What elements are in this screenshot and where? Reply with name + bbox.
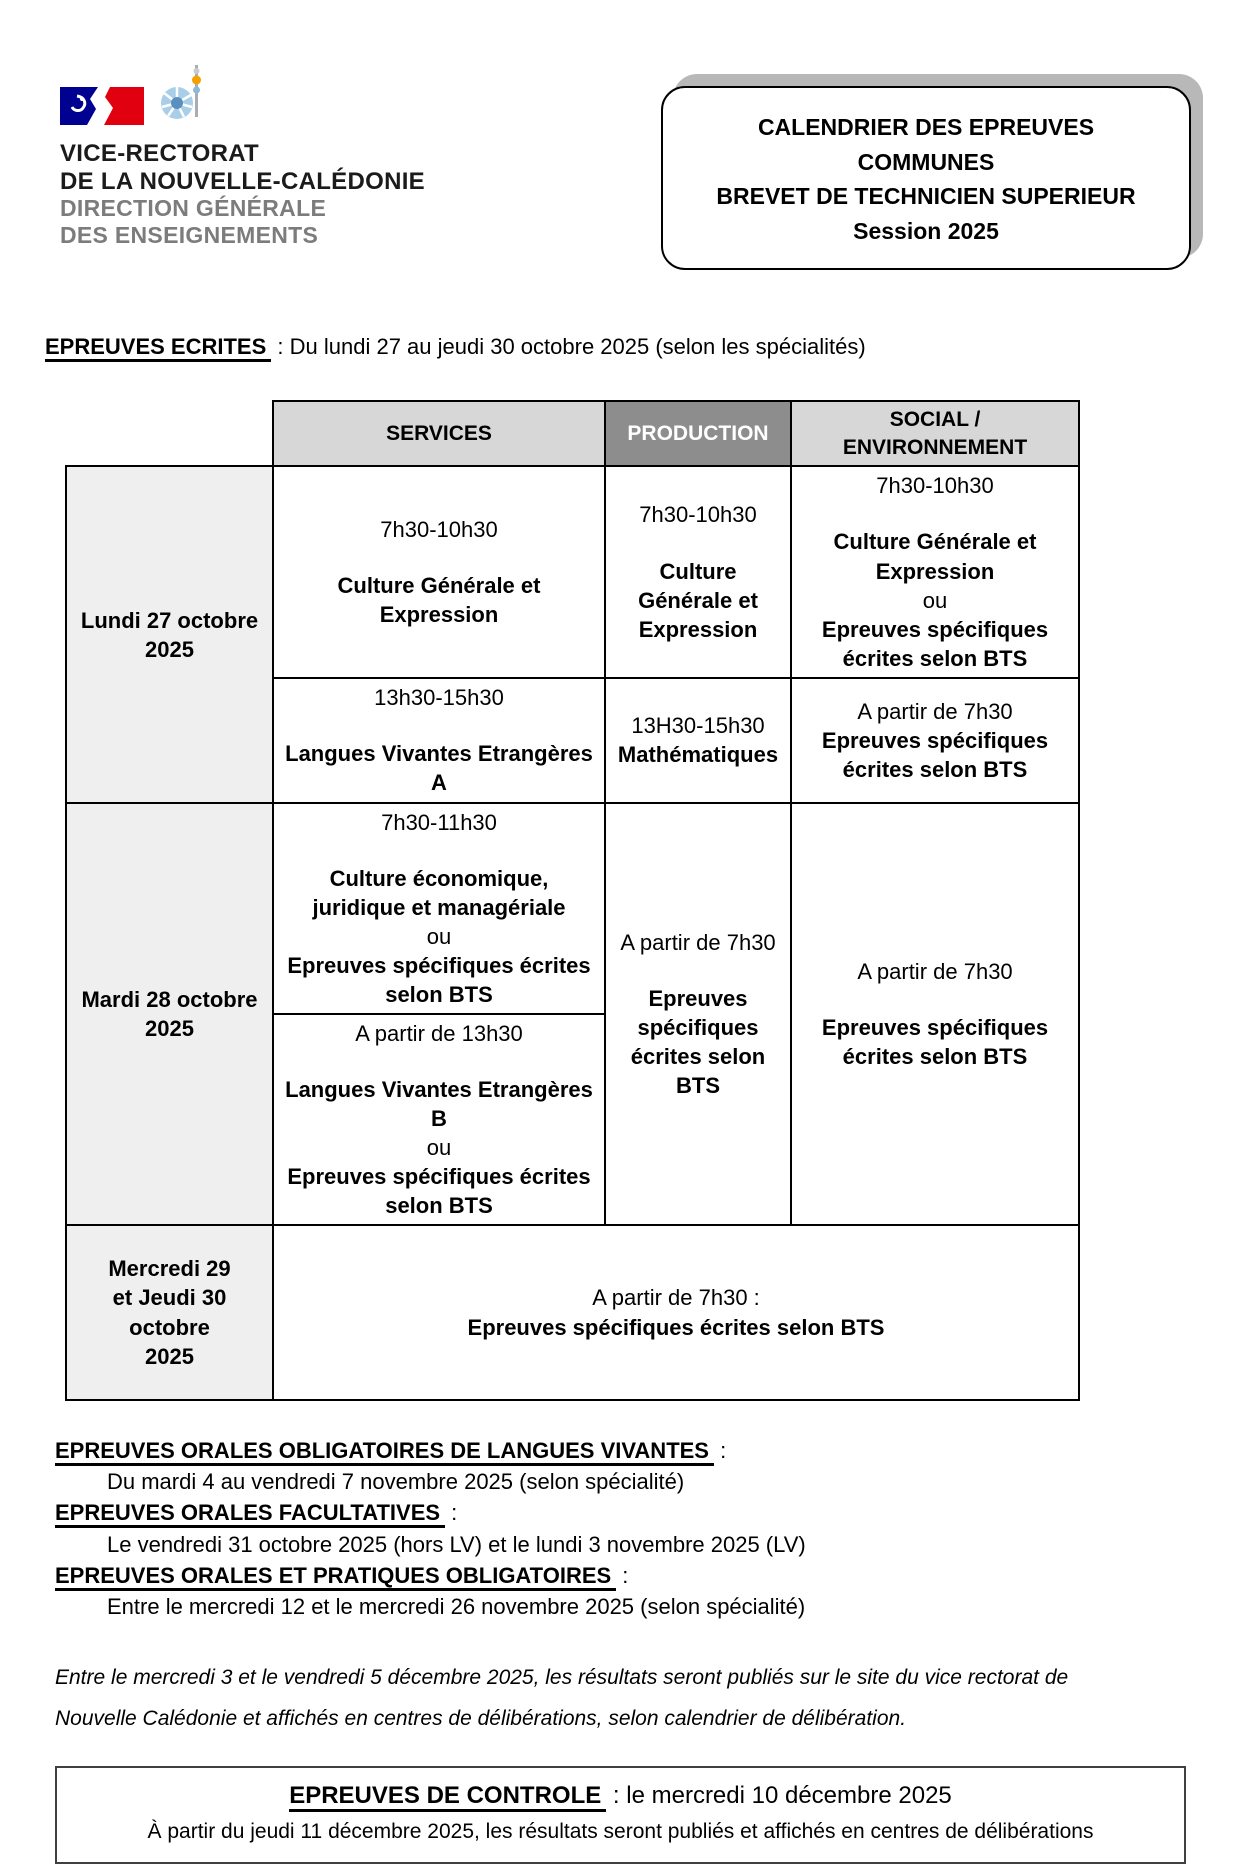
exam-time: A partir de 7h30 : [592, 1285, 760, 1311]
spacer [282, 1048, 596, 1075]
org-name-line1: VICE-RECTORAT [60, 140, 260, 167]
section-detail: Du mardi 4 au vendredi 7 novembre 2025 (selon spécialité) [107, 1469, 685, 1495]
controle-label: EPREUVES DE CONTROLE [289, 1782, 606, 1812]
logo-row [60, 68, 520, 130]
exam-subject: Mathématiques [617, 742, 779, 768]
cell-lundi-social-pm [791, 678, 1079, 803]
section-detail: Le vendredi 31 octobre 2025 (hors LV) et le lundi 3 novembre 2025 (LV) [107, 1531, 806, 1557]
spacer [800, 986, 1070, 1013]
date-line: et Jeudi 30 [112, 1285, 227, 1311]
section-label: EPREUVES ORALES FACULTATIVES [55, 1500, 445, 1528]
title-box [661, 86, 1191, 270]
section-label: EPREUVES ORALES ET PRATIQUES OBLIGATOIRES [55, 1563, 616, 1591]
date-line: octobre [129, 1314, 210, 1340]
cell-lundi-services-pm [273, 678, 605, 803]
ou-separator: ou [426, 1134, 452, 1160]
cell-lundi-social-am [791, 466, 1079, 677]
ou-separator: ou [426, 923, 452, 949]
ecrites-label: EPREUVES ECRITES [45, 334, 271, 362]
exam-time: 13h30-15h30 [374, 685, 504, 711]
spacer [614, 530, 782, 557]
controle-box [55, 1766, 1186, 1864]
exam-subject: Culture Générale et Expression [337, 573, 541, 628]
org-name-line2: DE LA NOUVELLE-CALÉDONIE [60, 167, 425, 195]
exam-subject: Epreuves spécifiques écrites selon BTS [467, 1314, 885, 1340]
exam-subject: Langues Vivantes Etrangères A [285, 741, 593, 796]
exam-time: A partir de 7h30 [857, 698, 1013, 724]
spacer [282, 712, 596, 739]
col-header-production: PRODUCTION [605, 401, 791, 466]
cell-lundi-services-am [273, 466, 605, 677]
brand-block [60, 68, 520, 249]
french-flag-logo-icon [60, 87, 144, 130]
exam-subject: Culture Générale et Expression [833, 529, 1037, 584]
exam-time: A partir de 13h30 [355, 1020, 523, 1046]
date-line: Mercredi 29 [108, 1256, 231, 1282]
date-cell-mardi: Mardi 28 octobre 2025 [66, 803, 273, 1225]
section-heading-facultatives [55, 1497, 1241, 1528]
row-lundi-am [66, 466, 1079, 677]
title-line-3: BREVET DE TECHNICIEN SUPERIEUR [716, 183, 1136, 209]
exam-subject-alt: Epreuves spécifiques écrites selon BTS [287, 952, 591, 1007]
controle-date: : le mercredi 10 décembre 2025 [612, 1782, 952, 1810]
col-header-services: SERVICES [273, 401, 605, 466]
cell-mardi-services-pm [273, 1014, 605, 1225]
exam-time: 7h30-10h30 [876, 473, 994, 499]
title-line-1: CALENDRIER DES EPREUVES [757, 114, 1095, 140]
nautilus-logo-icon [158, 63, 210, 130]
controle-heading [67, 1782, 1174, 1810]
cell-mardi-production [605, 803, 791, 1225]
section-colon: : [616, 1562, 629, 1588]
ou-separator: ou [922, 587, 948, 613]
cell-lundi-production-pm [605, 678, 791, 803]
exam-subject: Culture Générale et Expression [638, 558, 758, 642]
exam-subject: Epreuves spécifiques écrites selon BTS [821, 1014, 1049, 1069]
title-line-2: COMMUNES [857, 148, 995, 175]
cell-lundi-production-am [605, 466, 791, 677]
date-line: 2025 [145, 1343, 194, 1369]
exam-subject: Epreuves spécifiques écrites selon BTS [821, 727, 1049, 782]
exam-subject: Culture économique, juridique et managériale [312, 865, 566, 920]
section-heading-langues-vivantes [55, 1435, 1241, 1466]
org-dept-line1: DIRECTION GÉNÉRALE [60, 195, 327, 222]
exam-time: 7h30-10h30 [639, 502, 757, 528]
row-mardi-am [66, 803, 1079, 1014]
section-colon: : [713, 1438, 727, 1463]
exam-subject-alt: Epreuves spécifiques écrites selon BTS [287, 1163, 591, 1218]
page-header [0, 0, 1241, 270]
controle-detail: À partir du jeudi 11 décembre 2025, les résultats seront publiés et affichés en centres de délibérations [147, 1820, 1094, 1844]
exam-calendar-table [65, 400, 1080, 1401]
exam-subject: Langues Vivantes Etrangères B [285, 1076, 593, 1131]
exam-time: 13H30-15h30 [631, 713, 765, 739]
spacer [282, 544, 596, 571]
results-publication-note: Entre le mercredi 3 et le vendredi 5 décembre 2025, les résultats seront publiés sur le site du vice rectorat de Nouvelle Calédonie et affichés en centres de délibérations, selon calendrier de délibération. [55, 1666, 1069, 1731]
exam-time: 7h30-10h30 [380, 516, 498, 542]
section-detail: Entre le mercredi 12 et le mercredi 26 novembre 2025 (selon spécialité) [107, 1594, 806, 1620]
ecrites-heading [45, 334, 1241, 360]
title-line-4: Session 2025 [853, 217, 999, 244]
exam-subject: Epreuves spécifiques écrites selon BTS [630, 985, 766, 1098]
section-label: EPREUVES ORALES OBLIGATOIRES DE LANGUES VIVANTES [55, 1438, 714, 1466]
ecrites-dates: : Du lundi 27 au jeudi 30 octobre 2025 (selon les spécialités) [277, 334, 866, 359]
cell-mardi-social [791, 803, 1079, 1225]
spacer [614, 957, 782, 984]
date-cell-lundi: Lundi 27 octobre 2025 [66, 466, 273, 802]
exam-time: 7h30-11h30 [381, 809, 497, 835]
exam-time: A partir de 7h30 [620, 929, 776, 955]
section-colon: : [445, 1500, 458, 1526]
row-mercredi-jeudi [66, 1225, 1079, 1400]
org-dept-line2: DES ENSEIGNEMENTS [60, 222, 319, 249]
date-cell-mercredi [66, 1225, 273, 1400]
spacer [800, 500, 1070, 527]
blank-corner-cell [66, 401, 273, 466]
cell-mercredi-merged [273, 1225, 1079, 1400]
cell-mardi-services-am [273, 803, 605, 1014]
section-heading-pratiques [55, 1560, 1241, 1591]
spacer [282, 837, 596, 864]
exam-time: A partir de 7h30 [857, 958, 1013, 984]
orales-sections [55, 1435, 1241, 1622]
exam-subject-alt: Epreuves spécifiques écrites selon BTS [821, 616, 1049, 671]
header-row [66, 401, 1079, 466]
col-header-social: SOCIAL / ENVIRONNEMENT [791, 401, 1079, 466]
